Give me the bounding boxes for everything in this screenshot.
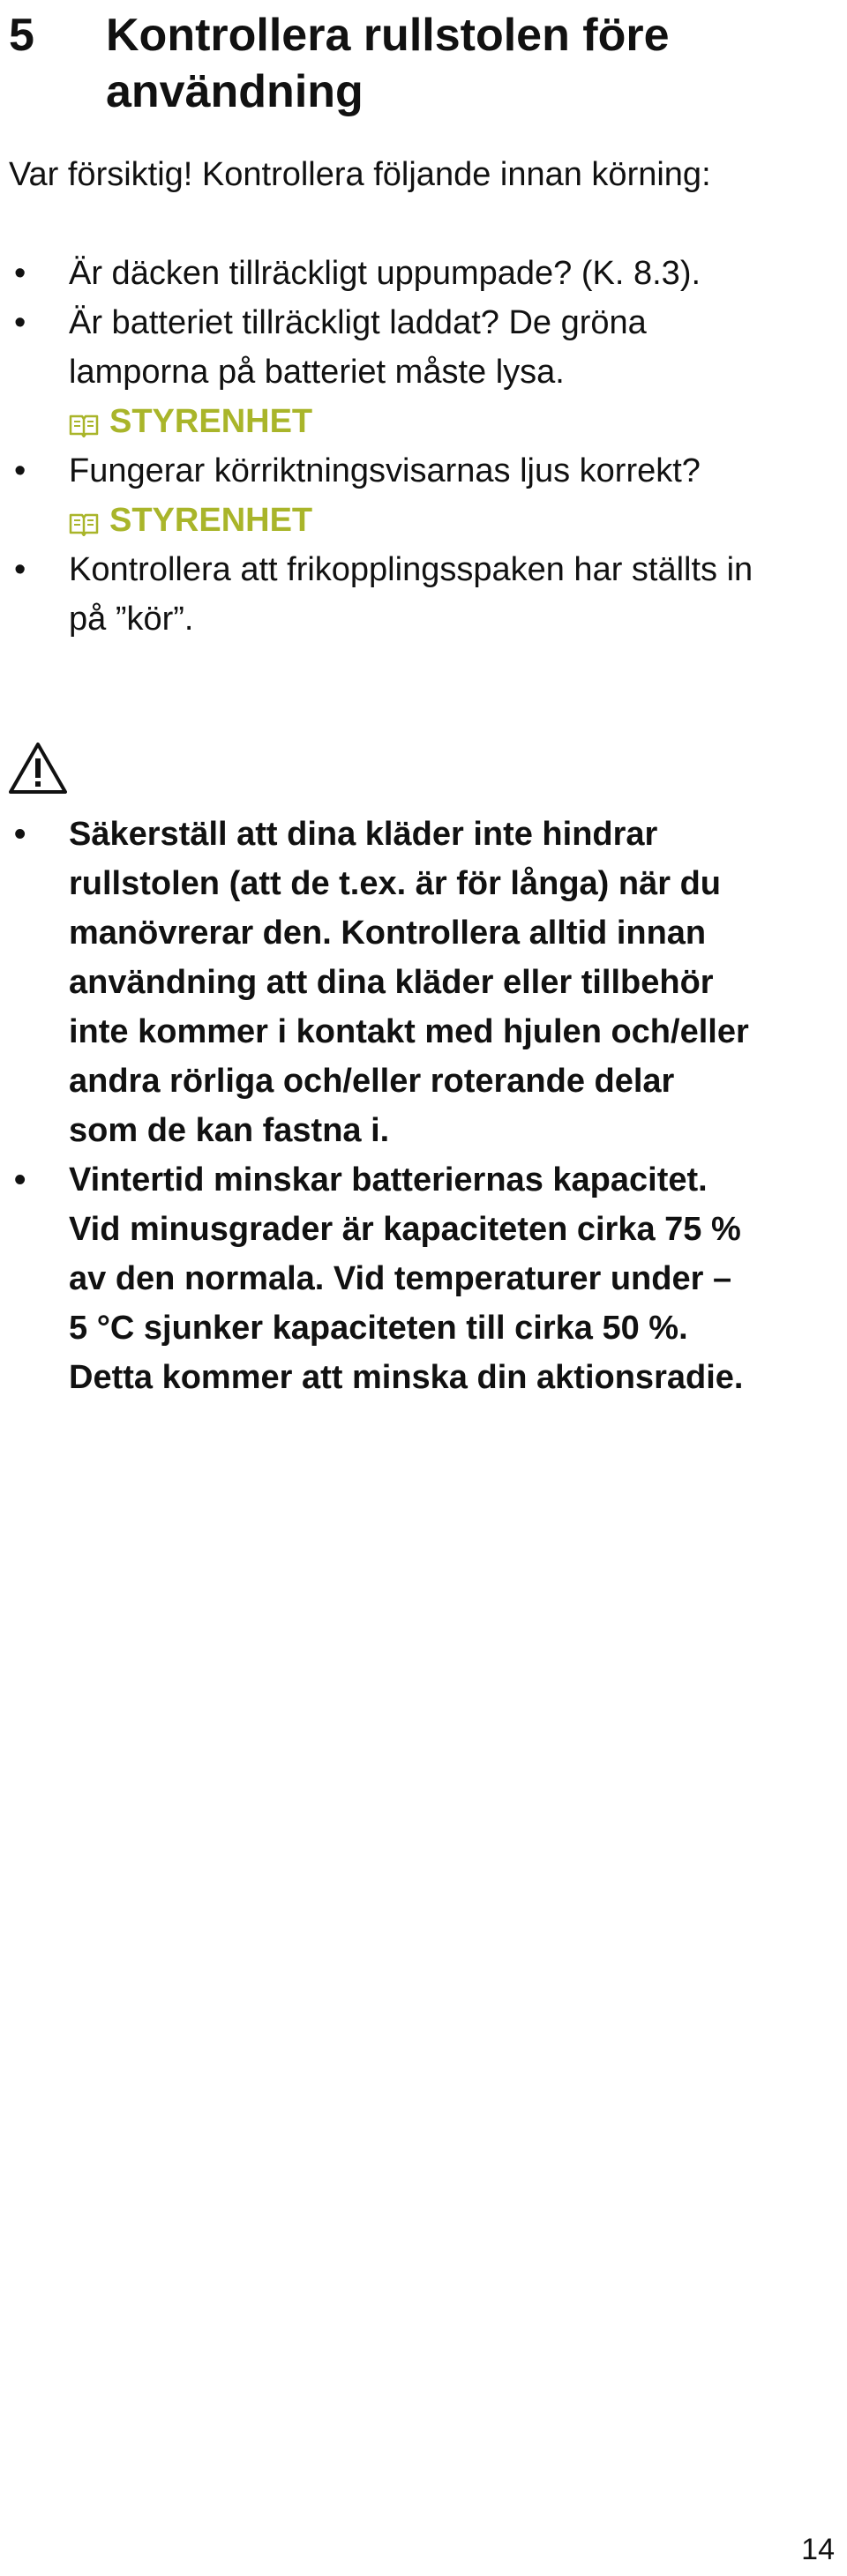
warning-item-clothing	[9, 810, 750, 1155]
warning-text: Säkerställ att dina kläder inte hindrar rullstolen (att de t.ex. är för långa) när du manövrerar den. Kontrollera alltid innan användning att dina kläder eller tillbehör inte kommer i kontakt med hjulen och/eller andra rörliga och/eller roterande delar som de kan fastna i.	[69, 816, 749, 1149]
reference-label: STYRENHET	[109, 403, 313, 440]
check-text: Är batteriet tillräckligt laddat? De gröna lamporna på batteriet måste lysa.	[69, 304, 647, 391]
intro-text: Var försiktig! Kontrollera följande innan körning:	[9, 156, 711, 193]
check-item-battery	[9, 298, 768, 446]
check-text: Är däcken tillräckligt uppumpade? (K. 8.3).	[69, 255, 701, 292]
warning-text: Vintertid minskar batteriernas kapacitet. Vid minusgrader är kapaciteten cirka 75 % av den normala. Vid temperaturer under – 5 °C sjunker kapaciteten till cirka 50 %. Detta kommer att minska din aktionsradie.	[69, 1161, 744, 1396]
reference-link-styrenhet[interactable]	[69, 502, 312, 539]
reference-label: STYRENHET	[109, 502, 313, 539]
warning-list	[9, 810, 750, 1402]
section-title: Kontrollera rullstolen före användning	[106, 10, 670, 117]
check-text: Kontrollera att frikopplingsspaken har ställts in på ”kör”.	[69, 551, 753, 638]
check-item-freewheel-lever	[9, 545, 768, 644]
section-number: 5	[9, 10, 34, 61]
page-number: 14	[801, 2533, 835, 2566]
check-text: Fungerar körriktningsvisarnas ljus korrekt?	[69, 452, 701, 489]
check-item-indicators	[9, 446, 768, 545]
book-icon	[69, 511, 99, 536]
check-list	[9, 249, 768, 644]
warning-triangle-icon	[7, 741, 69, 795]
warning-item-winter	[9, 1155, 750, 1402]
section-heading	[9, 7, 776, 120]
check-item-tyres	[9, 249, 768, 298]
reference-link-styrenhet[interactable]	[69, 403, 312, 440]
book-icon	[69, 413, 99, 437]
